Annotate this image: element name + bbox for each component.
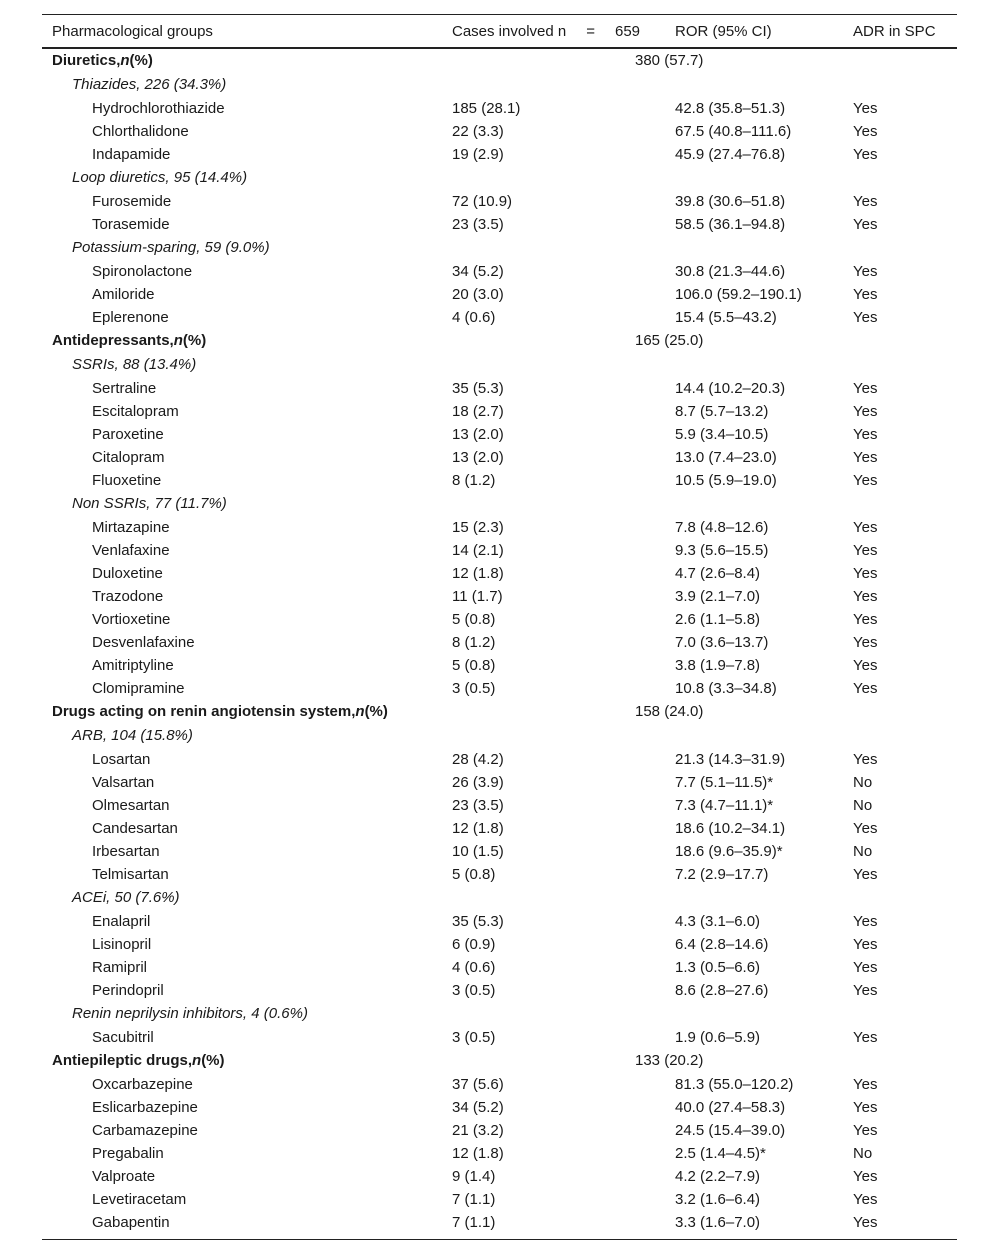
adr-cell: Yes: [853, 1029, 878, 1046]
drug-name: Candesartan: [92, 820, 178, 837]
adr-cell: Yes: [843, 1211, 957, 1240]
ror-cell: 3.9 (2.1–7.0): [675, 588, 761, 605]
group-name: Antidepressants,n(%): [52, 332, 207, 349]
table-row: [42, 143, 957, 166]
table-row: [42, 97, 957, 120]
cases-cell: 28 (4.2): [452, 751, 504, 768]
ror-cell: 21.3 (14.3–31.9): [675, 751, 786, 768]
drug-name: Sertraline: [92, 380, 157, 397]
ror-cell: 13.0 (7.4–23.0): [675, 449, 777, 466]
table-row: [42, 654, 957, 677]
cases-cell: 11 (1.7): [452, 588, 503, 605]
adr-cell: Yes: [853, 866, 878, 883]
header-ror: ROR (95% CI): [665, 15, 843, 49]
table-row: [42, 283, 957, 306]
drug-name: Levetiracetam: [92, 1191, 187, 1208]
adr-table: [42, 14, 957, 1240]
table-row: [42, 608, 957, 631]
ror-cell: 81.3 (55.0–120.2): [675, 1076, 794, 1093]
cases-cell: 3 (0.5): [452, 680, 496, 697]
subgroup-name: ARB, 104 (15.8%): [72, 727, 193, 744]
ror-cell: 14.4 (10.2–20.3): [675, 380, 786, 397]
drug-name: Olmesartan: [92, 797, 170, 814]
adr-cell: Yes: [853, 657, 878, 674]
drug-name: Mirtazapine: [92, 519, 170, 536]
ror-cell: 2.6 (1.1–5.8): [675, 611, 761, 628]
ror-cell: 42.8 (35.8–51.3): [675, 100, 786, 117]
subgroup-row: [42, 353, 957, 377]
adr-cell: Yes: [853, 820, 878, 837]
adr-cell: Yes: [853, 263, 878, 280]
adr-cell: Yes: [853, 1122, 878, 1139]
cases-cell: 22 (3.3): [452, 123, 504, 140]
cases-cell: 13 (2.0): [452, 449, 504, 466]
drug-name: Torasemide: [92, 216, 170, 233]
cases-cell: 7 (1.1): [442, 1211, 665, 1240]
drug-name: Vortioxetine: [92, 611, 171, 628]
drug-name: Gabapentin: [42, 1211, 442, 1240]
drug-name: Lisinopril: [92, 936, 152, 953]
adr-cell: Yes: [853, 1076, 878, 1093]
ror-cell: 2.5 (1.4–4.5)*: [675, 1145, 766, 1162]
table-row: [42, 979, 957, 1002]
drug-name: Perindopril: [92, 982, 164, 999]
adr-cell: Yes: [853, 286, 878, 303]
cases-cell: 6 (0.9): [452, 936, 496, 953]
adr-cell: Yes: [853, 542, 878, 559]
ror-cell: 7.0 (3.6–13.7): [675, 634, 769, 651]
subgroup-row: [42, 73, 957, 97]
adr-cell: Yes: [853, 426, 878, 443]
adr-cell: Yes: [853, 519, 878, 536]
drug-name: Pregabalin: [92, 1145, 164, 1162]
group-total: 380 (57.7): [635, 52, 704, 69]
ror-cell: 1.3 (0.5–6.6): [675, 959, 761, 976]
drug-name: Venlafaxine: [92, 542, 170, 559]
drug-name: Sacubitril: [92, 1029, 154, 1046]
ror-cell: 15.4 (5.5–43.2): [675, 309, 777, 326]
drug-name: Oxcarbazepine: [92, 1076, 193, 1093]
drug-name: Valproate: [92, 1168, 156, 1185]
group-spacer: [843, 1049, 957, 1073]
ror-cell: 3.2 (1.6–6.4): [675, 1191, 761, 1208]
cases-cell: 10 (1.5): [452, 843, 504, 860]
group-spacer: [442, 329, 665, 353]
adr-cell: No: [853, 1145, 873, 1162]
table-row: [42, 562, 957, 585]
table-row: [42, 677, 957, 700]
ror-cell: 30.8 (21.3–44.6): [675, 263, 786, 280]
table-row: [42, 863, 957, 886]
drug-name: Irbesartan: [92, 843, 160, 860]
table-row: [42, 1096, 957, 1119]
drug-name: Losartan: [92, 751, 151, 768]
group-spacer: [442, 700, 665, 724]
drug-name: Enalapril: [92, 913, 151, 930]
adr-cell: No: [853, 774, 873, 791]
subgroup-row: [42, 236, 957, 260]
ror-cell: 39.8 (30.6–51.8): [675, 193, 786, 210]
drug-name: Hydrochlorothiazide: [92, 100, 225, 117]
table-row: [42, 1165, 957, 1188]
cases-cell: 5 (0.8): [452, 611, 496, 628]
adr-cell: Yes: [853, 146, 878, 163]
group-spacer: [843, 48, 957, 73]
drug-name: Fluoxetine: [92, 472, 162, 489]
table-row: [42, 771, 957, 794]
cases-cell: 3 (0.5): [452, 982, 496, 999]
table-row: [42, 1026, 957, 1049]
table-row: [42, 260, 957, 283]
cases-cell: 12 (1.8): [452, 565, 504, 582]
ror-cell: 4.2 (2.2–7.9): [675, 1168, 761, 1185]
adr-cell: Yes: [853, 565, 878, 582]
group-spacer: [442, 1049, 665, 1073]
table-row: [42, 1211, 957, 1240]
drug-name: Ramipril: [92, 959, 148, 976]
table-header-row: [42, 15, 957, 49]
ror-cell: 10.5 (5.9–19.0): [675, 472, 777, 489]
group-row: [42, 329, 957, 353]
group-row: [42, 48, 957, 73]
ror-cell: 45.9 (27.4–76.8): [675, 146, 786, 163]
subgroup-name: Renin neprilysin inhibitors, 4 (0.6%): [72, 1005, 308, 1022]
drug-name: Telmisartan: [92, 866, 169, 883]
drug-name: Trazodone: [92, 588, 164, 605]
drug-name: Desvenlafaxine: [92, 634, 195, 651]
adr-cell: Yes: [853, 936, 878, 953]
cases-cell: 12 (1.8): [452, 1145, 504, 1162]
subgroup-name: Thiazides, 226 (34.3%): [72, 76, 227, 93]
cases-cell: 14 (2.1): [452, 542, 504, 559]
table-row: [42, 956, 957, 979]
cases-cell: 9 (1.4): [452, 1168, 496, 1185]
subgroup-name: SSRIs, 88 (13.4%): [72, 356, 197, 373]
table-row: [42, 631, 957, 654]
cases-cell: 34 (5.2): [452, 263, 504, 280]
adr-cell: Yes: [853, 1099, 878, 1116]
adr-cell: Yes: [853, 751, 878, 768]
adr-cell: Yes: [853, 1191, 878, 1208]
cases-cell: 20 (3.0): [452, 286, 504, 303]
ror-cell: 58.5 (36.1–94.8): [675, 216, 786, 233]
ror-cell: 8.7 (5.7–13.2): [675, 403, 769, 420]
cases-cell: 37 (5.6): [452, 1076, 504, 1093]
cases-cell: 12 (1.8): [452, 820, 504, 837]
cases-cell: 23 (3.5): [452, 797, 504, 814]
table-row: [42, 933, 957, 956]
group-spacer: [442, 48, 665, 73]
group-row: [42, 700, 957, 724]
cases-cell: 19 (2.9): [452, 146, 504, 163]
ror-cell: 7.7 (5.1–11.5)*: [675, 774, 774, 791]
table-row: [42, 190, 957, 213]
header-cases-involved: Cases involved n = 659: [442, 15, 665, 49]
table-row: [42, 1188, 957, 1211]
subgroup-name: Non SSRIs, 77 (11.7%): [72, 495, 227, 512]
cases-cell: 18 (2.7): [452, 403, 504, 420]
adr-cell: Yes: [853, 449, 878, 466]
table-row: [42, 817, 957, 840]
table-row: [42, 585, 957, 608]
subgroup-row: [42, 886, 957, 910]
table-row: [42, 1073, 957, 1096]
group-spacer: [843, 700, 957, 724]
group-name: Diuretics,n(%): [52, 52, 153, 69]
cases-cell: 4 (0.6): [452, 959, 496, 976]
adr-cell: Yes: [853, 634, 878, 651]
drug-name: Escitalopram: [92, 403, 179, 420]
cases-cell: 7 (1.1): [452, 1191, 496, 1208]
group-total: 165 (25.0): [635, 332, 704, 349]
ror-cell: 67.5 (40.8–111.6): [675, 123, 792, 140]
table-row: [42, 446, 957, 469]
subgroup-name: Loop diuretics, 95 (14.4%): [72, 169, 248, 186]
table-row: [42, 748, 957, 771]
table-row: [42, 840, 957, 863]
cases-cell: 8 (1.2): [452, 472, 496, 489]
adr-cell: Yes: [853, 193, 878, 210]
cases-cell: 4 (0.6): [452, 309, 496, 326]
ror-cell: 7.2 (2.9–17.7): [675, 866, 769, 883]
drug-name: Paroxetine: [92, 426, 164, 443]
group-name: Antiepileptic drugs,n(%): [52, 1052, 225, 1069]
adr-cell: Yes: [853, 588, 878, 605]
cases-cell: 3 (0.5): [452, 1029, 496, 1046]
adr-cell: Yes: [853, 403, 878, 420]
drug-name: Eplerenone: [92, 309, 169, 326]
group-name: Drugs acting on renin angiotensin system,n(%): [52, 703, 388, 720]
cases-cell: 8 (1.2): [452, 634, 496, 651]
table-row: [42, 306, 957, 329]
table-row: [42, 516, 957, 539]
cases-cell: 26 (3.9): [452, 774, 504, 791]
table-row: [42, 400, 957, 423]
subgroup-row: [42, 1002, 957, 1026]
header-pharmacological-groups: Pharmacological groups: [42, 15, 442, 49]
ror-cell: 4.3 (3.1–6.0): [675, 913, 761, 930]
table-row: [42, 910, 957, 933]
ror-cell: 5.9 (3.4–10.5): [675, 426, 769, 443]
header-adr-in-spc: ADR in SPC: [843, 15, 957, 49]
ror-cell: 3.3 (1.6–7.0): [665, 1211, 843, 1240]
ror-cell: 18.6 (9.6–35.9)*: [675, 843, 783, 860]
cases-cell: 35 (5.3): [452, 380, 504, 397]
cases-cell: 35 (5.3): [452, 913, 504, 930]
table-row: [42, 539, 957, 562]
drug-name: Amiloride: [92, 286, 155, 303]
group-row: [42, 1049, 957, 1073]
table-body: [42, 48, 957, 1240]
drug-name: Eslicarbazepine: [92, 1099, 198, 1116]
group-total: 158 (24.0): [635, 703, 704, 720]
cases-cell: 21 (3.2): [452, 1122, 504, 1139]
table-row: [42, 120, 957, 143]
adr-cell: Yes: [853, 472, 878, 489]
ror-cell: 9.3 (5.6–15.5): [675, 542, 769, 559]
adr-cell: No: [853, 843, 873, 860]
adr-cell: Yes: [853, 123, 878, 140]
ror-cell: 7.3 (4.7–11.1)*: [675, 797, 774, 814]
ror-cell: 106.0 (59.2–190.1): [675, 286, 802, 303]
cases-cell: 15 (2.3): [452, 519, 504, 536]
ror-cell: 8.6 (2.8–27.6): [675, 982, 769, 999]
table-row: [42, 213, 957, 236]
subgroup-name: Potassium-sparing, 59 (9.0%): [72, 239, 270, 256]
drug-name: Amitriptyline: [92, 657, 174, 674]
drug-name: Duloxetine: [92, 565, 163, 582]
cases-cell: 13 (2.0): [452, 426, 504, 443]
ror-cell: 1.9 (0.6–5.9): [675, 1029, 761, 1046]
table-row: [42, 469, 957, 492]
drug-name: Citalopram: [92, 449, 165, 466]
drug-name: Indapamide: [92, 146, 171, 163]
subgroup-name: ACEi, 50 (7.6%): [72, 889, 180, 906]
cases-cell: 5 (0.8): [452, 657, 496, 674]
ror-cell: 40.0 (27.4–58.3): [675, 1099, 786, 1116]
adr-cell: Yes: [853, 913, 878, 930]
ror-cell: 7.8 (4.8–12.6): [675, 519, 769, 536]
drug-name: Valsartan: [92, 774, 155, 791]
group-spacer: [843, 329, 957, 353]
cases-cell: 72 (10.9): [452, 193, 513, 210]
table-row: [42, 377, 957, 400]
cases-cell: 23 (3.5): [452, 216, 504, 233]
drug-name: Spironolactone: [92, 263, 193, 280]
ror-cell: 24.5 (15.4–39.0): [675, 1122, 786, 1139]
adr-cell: Yes: [853, 680, 878, 697]
adr-cell: Yes: [853, 309, 878, 326]
subgroup-row: [42, 166, 957, 190]
drug-name: Clomipramine: [92, 680, 185, 697]
adr-cell: Yes: [853, 1168, 878, 1185]
cases-cell: 5 (0.8): [452, 866, 496, 883]
table-row: [42, 423, 957, 446]
table-row: [42, 794, 957, 817]
adr-cell: Yes: [853, 982, 878, 999]
adr-cell: Yes: [853, 380, 878, 397]
table-row: [42, 1119, 957, 1142]
group-total: 133 (20.2): [635, 1052, 704, 1069]
ror-cell: 6.4 (2.8–14.6): [675, 936, 769, 953]
drug-name: Carbamazepine: [92, 1122, 198, 1139]
ror-cell: 18.6 (10.2–34.1): [675, 820, 786, 837]
cases-cell: 34 (5.2): [452, 1099, 504, 1116]
ror-cell: 4.7 (2.6–8.4): [675, 565, 761, 582]
adr-cell: Yes: [853, 611, 878, 628]
ror-cell: 3.8 (1.9–7.8): [675, 657, 761, 674]
drug-name: Chlorthalidone: [92, 123, 189, 140]
subgroup-row: [42, 492, 957, 516]
adr-cell: No: [853, 797, 873, 814]
table-row: [42, 1142, 957, 1165]
cases-cell: 185 (28.1): [452, 100, 521, 117]
adr-cell: Yes: [853, 100, 878, 117]
ror-cell: 10.8 (3.3–34.8): [675, 680, 777, 697]
drug-name: Furosemide: [92, 193, 172, 210]
adr-cell: Yes: [853, 959, 878, 976]
adr-cell: Yes: [853, 216, 878, 233]
subgroup-row: [42, 724, 957, 748]
